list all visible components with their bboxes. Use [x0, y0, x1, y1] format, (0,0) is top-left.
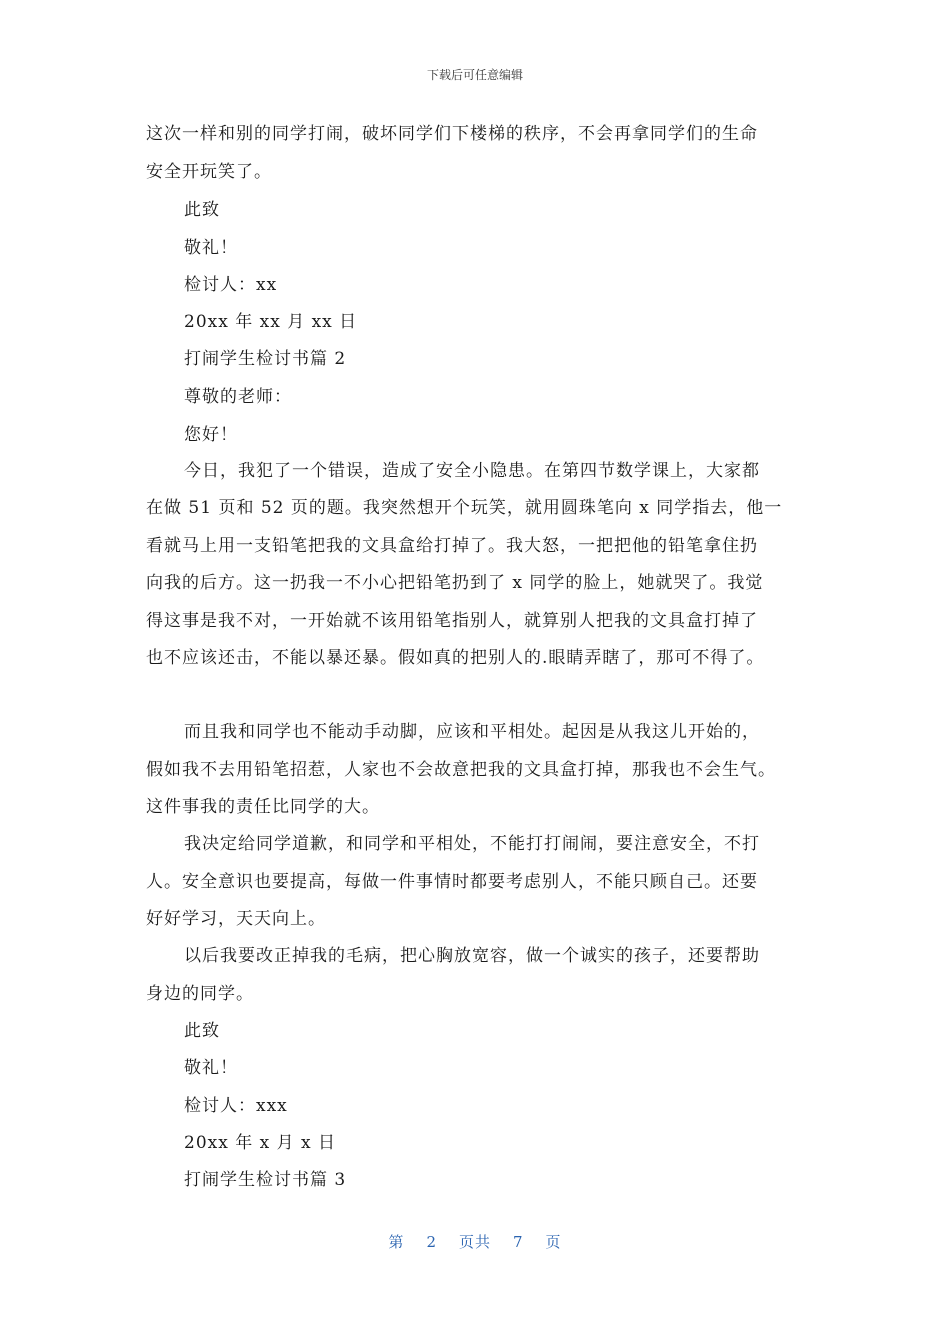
page-header: 下载后可任意编辑: [426, 68, 523, 82]
total-page-number: 7: [513, 1233, 524, 1251]
paragraph-line: 向我的后方。这一扔我一不小心把铅笔扔到了 x 同学的脸上，她就哭了。我觉: [146, 573, 764, 593]
footer-middle: 页共: [458, 1233, 491, 1251]
paragraph-line: 好好学习，天天向上。: [146, 909, 326, 929]
greeting: 尊敬的老师：: [184, 387, 292, 407]
signature-line: 检讨人：xx: [184, 275, 278, 295]
current-page-number: 2: [426, 1233, 437, 1251]
paragraph-line: 我决定给同学道歉，和同学和平相处，不能打打闹闹，要注意安全，不打: [184, 834, 760, 854]
footer-suffix: 页: [545, 1233, 562, 1251]
paragraph-line: 这件事我的责任比同学的大。: [146, 797, 380, 817]
section-title: 打闹学生检讨书篇 3: [184, 1170, 347, 1190]
footer-prefix: 第: [388, 1233, 405, 1251]
paragraph-line: 而且我和同学也不能动手动脚，应该和平相处。起因是从我这儿开始的，: [184, 722, 760, 742]
paragraph-line: 得这事是我不对，一开始就不该用铅笔指别人，就算别人把我的文具盒打掉了: [146, 611, 758, 631]
paragraph-line: 以后我要改正掉我的毛病，把心胸放宽容，做一个诚实的孩子，还要帮助: [184, 946, 760, 966]
paragraph-line: 人。安全意识也要提高，每做一件事情时都要考虑别人，不能只顾自己。还要: [146, 872, 758, 892]
closing-regards: 敬礼！: [184, 238, 238, 258]
paragraph-line: 在做 51 页和 52 页的题。我突然想开个玩笑，就用圆珠笔向 x 同学指去，他一: [146, 498, 783, 518]
closing-regards: 敬礼！: [184, 1058, 238, 1078]
paragraph-line: 身边的同学。: [146, 984, 254, 1004]
date-line: 20xx 年 x 月 x 日: [184, 1133, 337, 1153]
signature-line: 检讨人：xxx: [184, 1096, 288, 1116]
closing-salutation: 此致: [184, 1021, 220, 1041]
section-title: 打闹学生检讨书篇 2: [184, 349, 347, 369]
text-line: 这次一样和别的同学打闹，破坏同学们下楼梯的秩序，不会再拿同学们的生命: [146, 124, 758, 144]
paragraph-line: 看就马上用一支铅笔把我的文具盒给打掉了。我大怒，一把把他的铅笔拿住扔: [146, 536, 758, 556]
greeting: 您好！: [184, 425, 238, 445]
page-footer: [0, 1231, 950, 1252]
paragraph-line: 假如我不去用铅笔招惹，人家也不会故意把我的文具盒打掉，那我也不会生气。: [146, 760, 776, 780]
closing-salutation: 此致: [184, 200, 220, 220]
paragraph-line: 今日，我犯了一个错误，造成了安全小隐患。在第四节数学课上，大家都: [184, 461, 760, 481]
date-line: 20xx 年 xx 月 xx 日: [184, 312, 358, 332]
text-line: 安全开玩笑了。: [146, 162, 272, 182]
paragraph-line: 也不应该还击，不能以暴还暴。假如真的把别人的.眼睛弄瞎了，那可不得了。: [146, 648, 765, 668]
